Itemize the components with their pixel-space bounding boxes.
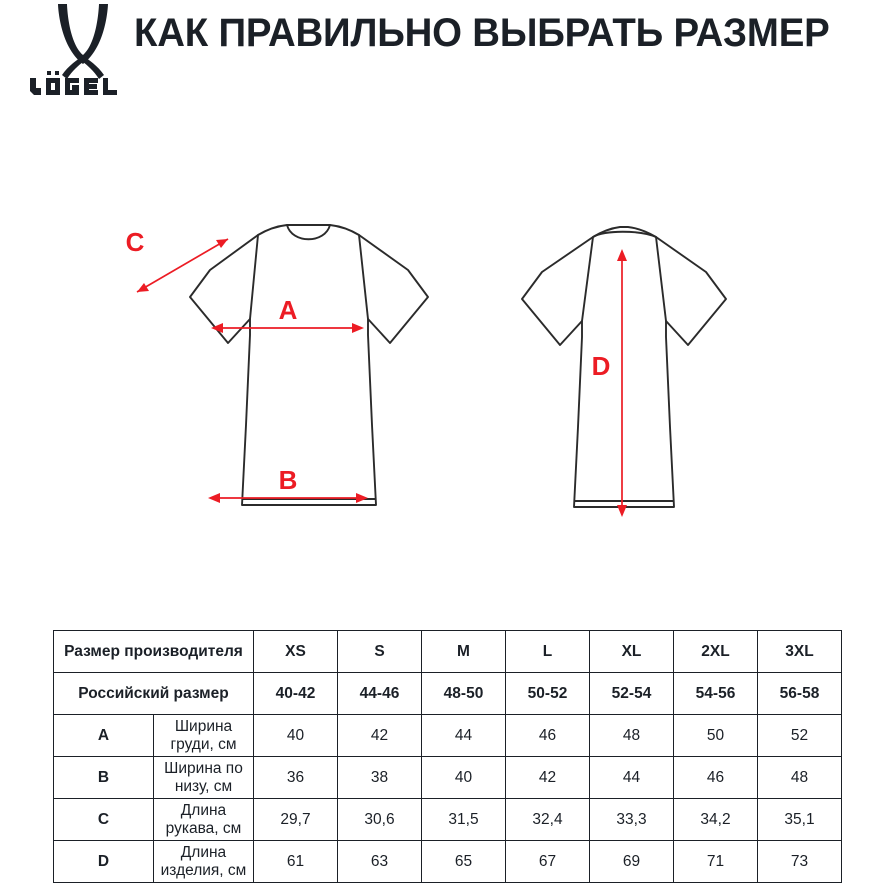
cell-b-xs: 36: [254, 757, 338, 799]
cell-d-2xl: 71: [674, 841, 758, 883]
russian-size-xs: 40-42: [254, 673, 338, 715]
cell-a-xs: 40: [254, 715, 338, 757]
measure-arrow-c: [137, 239, 228, 292]
page-title: КАК ПРАВИЛЬНО ВЫБРАТЬ РАЗМЕР: [134, 11, 830, 55]
marker-label-b: B: [278, 465, 298, 495]
cell-c-3xl: 35,1: [758, 799, 842, 841]
row-label-manufacturer-size: Размер производителя: [54, 631, 254, 673]
cell-d-s: 63: [338, 841, 422, 883]
cell-a-3xl: 52: [758, 715, 842, 757]
russian-size-2xl: 54-56: [674, 673, 758, 715]
header-cell-3xl: 3XL: [758, 631, 842, 673]
table-row-d: [54, 841, 842, 883]
header-cell-xs: XS: [254, 631, 338, 673]
cell-a-m: 44: [422, 715, 506, 757]
header-cell-l: L: [506, 631, 590, 673]
cell-b-3xl: 48: [758, 757, 842, 799]
jogel-chalice-mark: [58, 4, 108, 79]
cell-c-xs: 29,7: [254, 799, 338, 841]
cell-b-2xl: 46: [674, 757, 758, 799]
cell-c-2xl: 34,2: [674, 799, 758, 841]
cell-b-s: 38: [338, 757, 422, 799]
cell-b-l: 42: [506, 757, 590, 799]
jogel-logo-svg: [28, 2, 140, 100]
cell-d-xs: 61: [254, 841, 338, 883]
size-illustrations: [0, 215, 875, 545]
cell-b-m: 40: [422, 757, 506, 799]
header-cell-s: S: [338, 631, 422, 673]
cell-c-s: 30,6: [338, 799, 422, 841]
front-tshirt-diagram: [190, 225, 428, 505]
jogel-wordmark: [30, 71, 117, 95]
cell-c-xl: 33,3: [590, 799, 674, 841]
table-row-manufacturer-size: [54, 631, 842, 673]
measure-arrow-d: [617, 249, 627, 517]
marker-label-a: A: [278, 295, 298, 325]
row-letter-c: C: [54, 799, 154, 841]
row-label-b: Ширина по низу, см: [154, 757, 254, 799]
page-header: [0, 0, 875, 120]
cell-a-xl: 48: [590, 715, 674, 757]
row-label-a: Ширина груди, см: [154, 715, 254, 757]
russian-size-s: 44-46: [338, 673, 422, 715]
russian-size-3xl: 56-58: [758, 673, 842, 715]
cell-a-s: 42: [338, 715, 422, 757]
row-label-russian-size: Российский размер: [54, 673, 254, 715]
cell-c-l: 32,4: [506, 799, 590, 841]
cell-d-xl: 69: [590, 841, 674, 883]
size-table: [53, 630, 842, 883]
cell-c-m: 31,5: [422, 799, 506, 841]
row-letter-a: A: [54, 715, 154, 757]
marker-label-c: C: [125, 227, 145, 257]
table-row-b: [54, 757, 842, 799]
row-letter-b: B: [54, 757, 154, 799]
russian-size-xl: 52-54: [590, 673, 674, 715]
row-label-c: Длина рукава, см: [154, 799, 254, 841]
russian-size-l: 50-52: [506, 673, 590, 715]
row-letter-d: D: [54, 841, 154, 883]
marker-label-d: D: [591, 351, 611, 381]
table-row-a: [54, 715, 842, 757]
table-row-russian-size: [54, 673, 842, 715]
cell-d-3xl: 73: [758, 841, 842, 883]
table-row-c: [54, 799, 842, 841]
header-cell-xl: XL: [590, 631, 674, 673]
tshirt-diagrams-svg: [0, 215, 875, 545]
jogel-logo: [28, 2, 140, 100]
back-tshirt-diagram: [522, 227, 726, 507]
cell-b-xl: 44: [590, 757, 674, 799]
cell-d-m: 65: [422, 841, 506, 883]
header-cell-2xl: 2XL: [674, 631, 758, 673]
cell-a-l: 46: [506, 715, 590, 757]
header-cell-m: M: [422, 631, 506, 673]
row-label-d: Длина изделия, см: [154, 841, 254, 883]
cell-a-2xl: 50: [674, 715, 758, 757]
russian-size-m: 48-50: [422, 673, 506, 715]
cell-d-l: 67: [506, 841, 590, 883]
size-table-container: [53, 630, 842, 883]
